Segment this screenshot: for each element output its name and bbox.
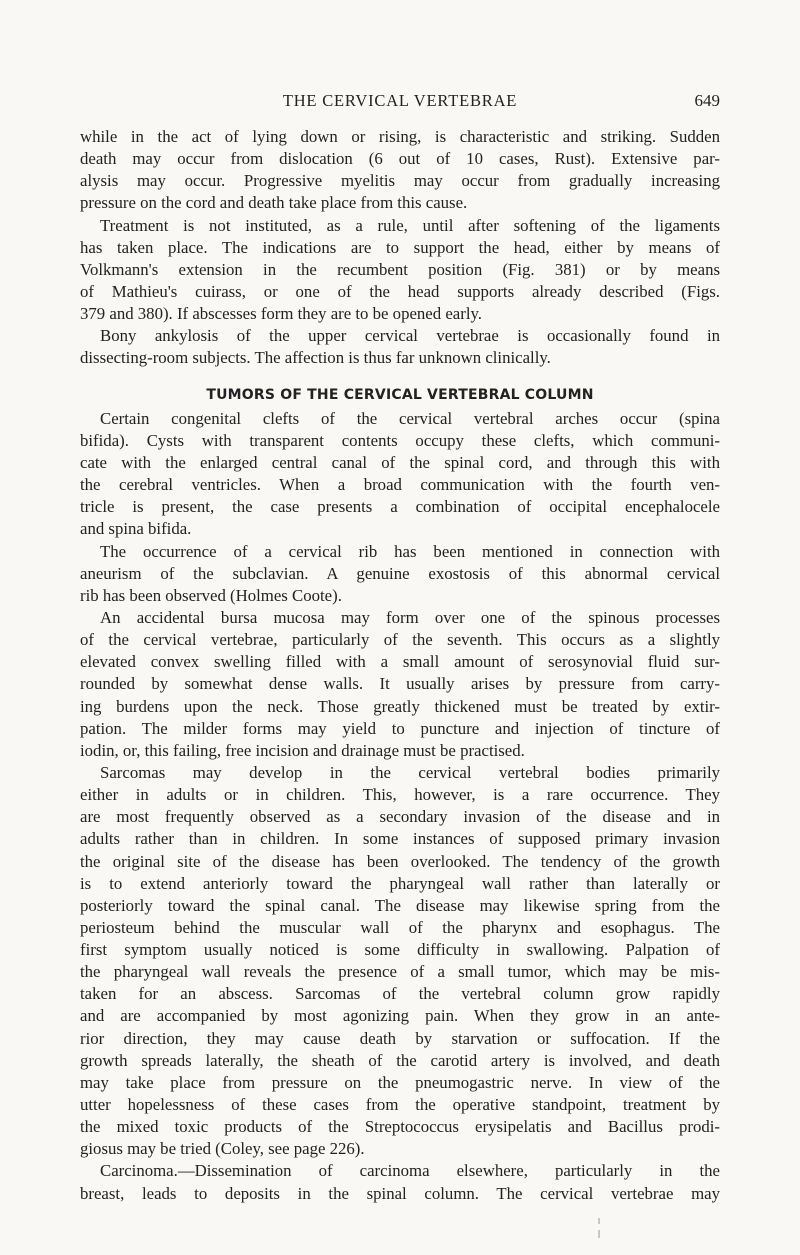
text-line: pressure on the cord and death take place from this cause. — [80, 193, 468, 213]
text-line: first symptom usually noticed is some difficulty in swallowing. Palpation of — [80, 940, 720, 960]
text-line: posteriorly toward the spinal canal. The disease may likewise spring from the — [80, 895, 720, 915]
text-line: is to extend anteriorly toward the pharyngeal wall rather than laterally or — [80, 873, 720, 893]
text-line: death may occur from dislocation (6 out of 10 cases, Rust). Extensive par- — [80, 149, 720, 169]
text-line: rib has been observed (Holmes Coote). — [80, 585, 342, 605]
text-line: of the cervical vertebrae, particularly of the seventh. This occurs as a slightly — [80, 630, 720, 650]
text-line: 379 and 380). If abscesses form they are to be opened early. — [80, 304, 482, 324]
running-header — [80, 88, 720, 114]
section-heading: TUMORS OF THE CERVICAL VERTEBRAL COLUMN — [206, 386, 594, 403]
text-line: Volkmann's extension in the recumbent position (Fig. 381) or by means — [80, 259, 720, 279]
text-line: while in the act of lying down or rising, is characteristic and striking. Sudden — [80, 127, 720, 146]
text-line: and spina bifida. — [80, 519, 192, 539]
text-line: adults rather than in children. In some instances of supposed primary invasion — [80, 829, 720, 849]
text-line: tricle is present, the case presents a combination of occipital encephalocele — [80, 497, 720, 517]
print-speck — [596, 1216, 602, 1240]
text-line: Carcinoma.—Dissemination of carcinoma elsewhere, particularly in the — [100, 1161, 720, 1181]
text-line: elevated convex swelling filled with a small amount of serosynovial fluid sur- — [80, 652, 720, 672]
text-line: Bony ankylosis of the upper cervical vertebrae is occasionally found in — [100, 326, 720, 346]
text-line: giosus may be tried (Coley, see page 226). — [80, 1139, 365, 1159]
text-line: the original site of the disease has been overlooked. The tendency of the growth — [80, 851, 720, 871]
text-line: An accidental bursa mucosa may form over one of the spinous processes — [100, 607, 720, 627]
text-line: rounded by somewhat dense walls. It usually arises by pressure from carry- — [80, 674, 720, 694]
text-line: Certain congenital clefts of the cervical vertebral arches occur (spina — [100, 408, 720, 428]
text-line: and are accompanied by most agonizing pain. When they grow in an ante- — [80, 1006, 720, 1026]
text-line: are most frequently observed as a secondary invasion of the disease and in — [80, 807, 720, 827]
text-line: taken for an abscess. Sarcomas of the vertebral column grow rapidly — [80, 984, 720, 1004]
text-line: Sarcomas may develop in the cervical vertebral bodies primarily — [100, 762, 720, 782]
text-line: of Mathieu's cuirass, or one of the head supports already described (Figs. — [80, 281, 720, 301]
text-line: utter hopelessness of these cases from the operative standpoint, treatment by — [80, 1095, 720, 1115]
running-title: THE CERVICAL VERTEBRAE — [282, 91, 518, 110]
text-line: The occurrence of a cervical rib has been mentioned in connection with — [100, 541, 720, 561]
text-line: aneurism of the subclavian. A genuine exostosis of this abnormal cervical — [80, 563, 720, 583]
text-line: bifida). Cysts with transparent contents occupy these clefts, which communi- — [80, 430, 720, 450]
text-line: periosteum behind the muscular wall of the pharynx and esophagus. The — [80, 917, 720, 937]
text-line: rior direction, they may cause death by starvation or suffocation. If the — [80, 1028, 720, 1048]
text-line: breast, leads to deposits in the spinal column. The cervical vertebrae may — [80, 1183, 720, 1203]
text-line: has taken place. The indications are to support the head, either by means of — [80, 237, 720, 257]
page-number: 649 — [694, 91, 720, 110]
text-line: the mixed toxic products of the Streptococcus erysipelatis and Bacillus prodi- — [80, 1117, 720, 1137]
text-line: may take place from pressure on the pneumogastric nerve. In view of the — [80, 1072, 720, 1092]
text-line: iodin, or, this failing, free incision and drainage must be practised. — [80, 740, 525, 760]
text-line: growth spreads laterally, the sheath of the carotid artery is involved, and death — [80, 1050, 720, 1070]
body-text — [80, 126, 720, 1205]
text-line: cate with the enlarged central canal of the spinal cord, and through this with — [80, 452, 720, 472]
text-line: dissecting-room subjects. The affection is thus far unknown clinically. — [80, 348, 551, 368]
text-line: the pharyngeal wall reveals the presence of a small tumor, which may be mis- — [80, 962, 720, 982]
text-line: ing burdens upon the neck. Those greatly thickened must be treated by extir- — [80, 696, 720, 716]
text-line: pation. The milder forms may yield to puncture and injection of tincture of — [80, 718, 720, 738]
text-line: Treatment is not instituted, as a rule, until after softening of the ligaments — [100, 215, 720, 235]
speck-marks — [596, 1216, 602, 1240]
text-line: the cerebral ventricles. When a broad communication with the fourth ven- — [80, 475, 720, 495]
text-line: alysis may occur. Progressive myelitis may occur from gradually increasing — [80, 171, 720, 191]
text-line: either in adults or in children. This, however, is a rare occurrence. They — [80, 785, 720, 805]
